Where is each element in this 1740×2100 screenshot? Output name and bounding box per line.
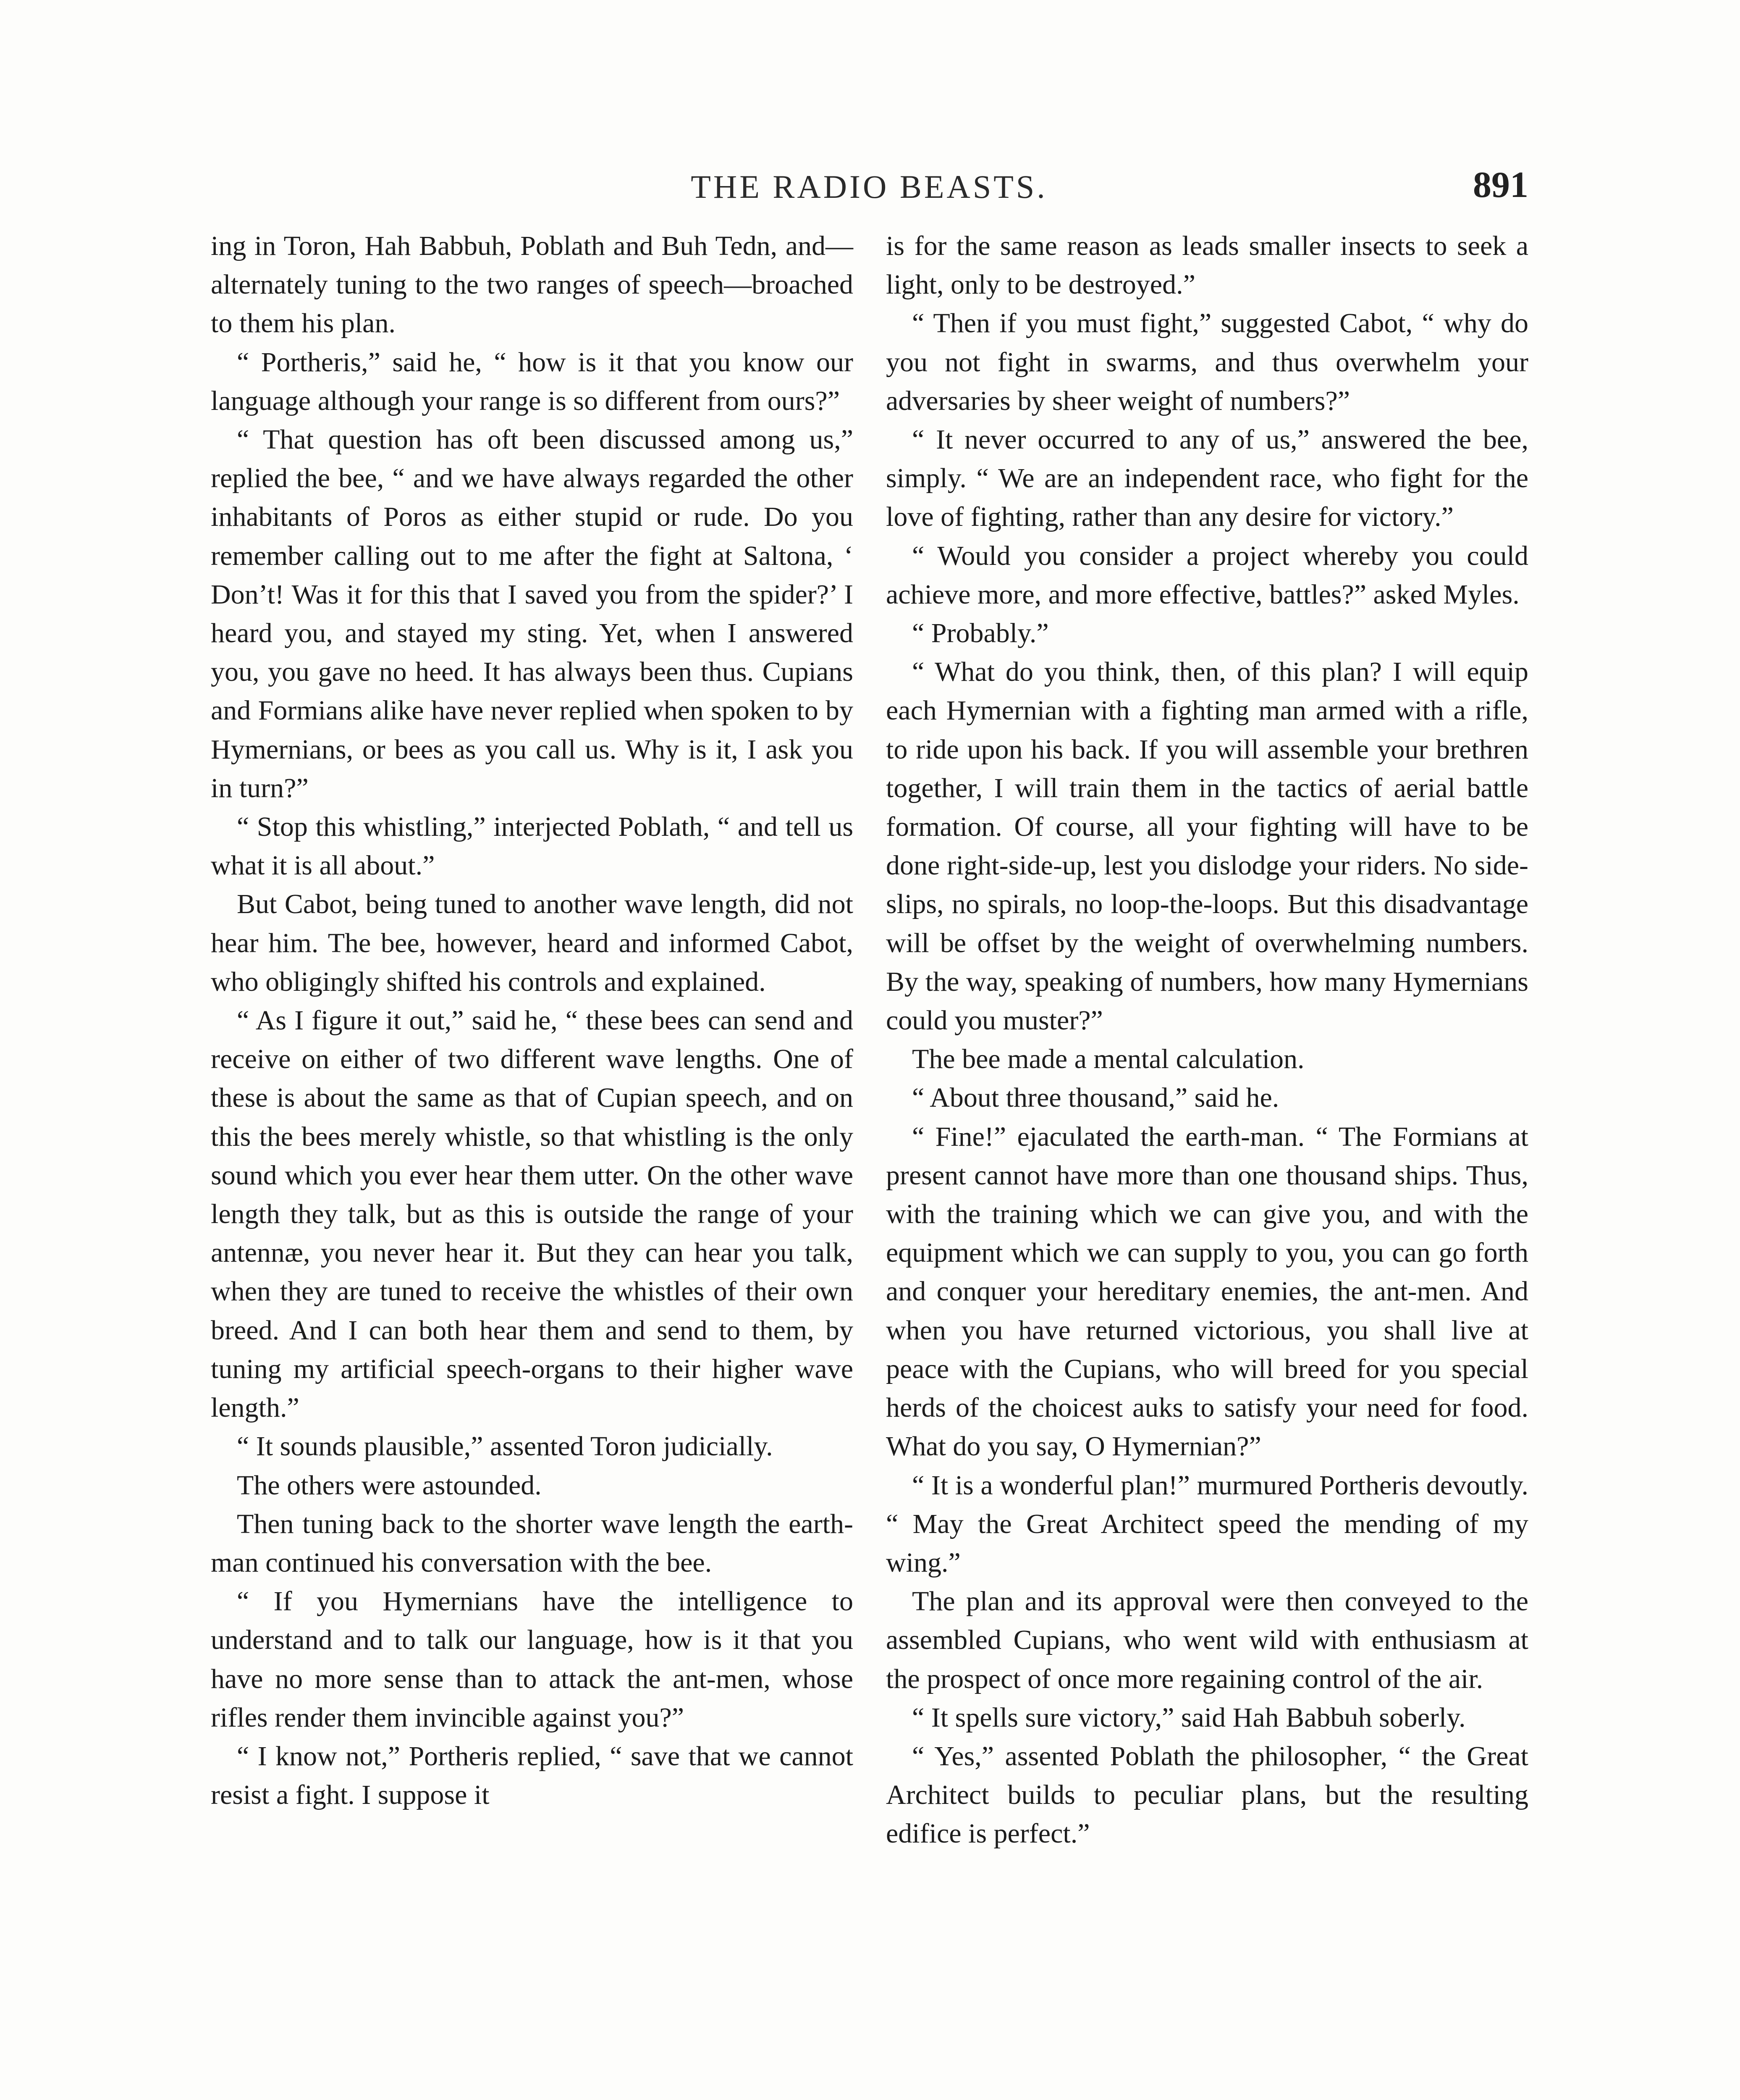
paragraph: “ It is a wonderful plan!” murmured Portheris devoutly. “ May the Great Architect speed the mending of my wing.” (886, 1470, 1528, 1578)
right-column (886, 227, 1528, 1853)
paragraph: “ I know not,” Portheris replied, “ save that we cannot resist a fight. I suppose it (211, 1740, 853, 1811)
page-header (210, 164, 1528, 223)
paragraph: “ If you Hymernians have the intelligence to understand and to talk our language, how is it that you have no more sense than to attack the ant-men, whose rifles render them invincible against you?” (211, 1586, 853, 1733)
paragraph: “ Probably.” (912, 618, 1049, 649)
paragraph: “ Portheris,” said he, “ how is it that you know our language although your range is so different from ours?” (211, 346, 853, 416)
paragraph: is for the same reason as leads smaller insects to seek a light, only to be destroyed.” (886, 231, 1528, 300)
paragraph: “ As I figure it out,” said he, “ these bees can send and receive on either of two different wave lengths. One of these is about the same as that of Cupian speech, and on this the bees merely whistle, so that whistling is the only sound which you ever hear them utter. On the other wave length they talk, but as this is outside the range of your antennæ, you never hear it. But they can hear you talk, when they are tuned to receive the whistles of their own breed. And I can both hear them and send to them, by tuning my artificial speech-organs to their higher wave length.” (211, 1005, 853, 1423)
page-number: 891 (1473, 165, 1528, 205)
paragraph: The plan and its approval were then conveyed to the assembled Cupians, who went wild with enthusiasm at the prospect of once more regaining control of the air. (886, 1586, 1528, 1694)
paragraph: “ It spells sure victory,” said Hah Babbuh soberly. (912, 1702, 1466, 1733)
paragraph: “ It never occurred to any of us,” answered the bee, simply. “ We are an independent race, who fight for the love of fighting, rather than any desire for victory.” (886, 424, 1528, 533)
running-title: THE RADIO BEASTS. (691, 168, 1048, 205)
paragraph: “ What do you think, then, of this plan? I will equip each Hymernian with a fighting man armed with a rifle, to ride upon his back. If you will assemble your brethren together, I will train them in the tactics of aerial battle formation. Of course, all your fighting will have to be done right-side-up, lest you dislodge your riders. No side-slips, no spirals, no loop-the-loops. But this disadvantage will be offset by the weight of overwhelming numbers. By the way, speaking of numbers, how many Hymernians could you muster?” (886, 656, 1528, 1036)
left-column (211, 227, 853, 1814)
paragraph: The others were astounded. (237, 1470, 542, 1501)
paragraph: Then tuning back to the shorter wave length the earth-man continued his conversation with the bee. (211, 1508, 853, 1578)
paragraph: “ Fine!” ejaculated the earth-man. “ The Formians at present cannot have more than one thousand ships. Thus, with the training which we can give you, and with the equipment which we can supply to you, you can go forth and conquer your hereditary enemies, the ant-men. And when you have returned victorious, you shall live at peace with the Cupians, who will breed for you special herds of the choicest auks to satisfy your need for food. What do you say, O Hymernian?” (886, 1121, 1528, 1462)
paragraph: “ About three thousand,” said he. (912, 1082, 1279, 1113)
paragraph: “ That question has oft been discussed among us,” replied the bee, “ and we have always regarded the other inhabitants of Poros as either stupid or rude. Do you remember calling out to me after the fight at Saltona, ‘ Don’t! Was it for this that I saved you from the spider?’ I heard you, and stayed my sting. Yet, when I answered you, you gave no heed. It has always been thus. Cupians and Formians alike have never replied when spoken to by Hymernians, or bees as you call us. Why is it, I ask you in turn?” (211, 424, 853, 803)
paragraph: “ It sounds plausible,” assented Toron judicially. (237, 1431, 773, 1462)
paragraph: The bee made a mental calculation. (912, 1044, 1305, 1075)
paragraph: But Cabot, being tuned to another wave length, did not hear him. The bee, however, heard and informed Cabot, who obligingly shifted his controls and explained. (211, 889, 853, 997)
paragraph: “ Stop this whistling,” interjected Poblath, “ and tell us what it is all about.” (211, 811, 853, 881)
paragraph: “ Yes,” assented Poblath the philosopher, “ the Great Architect builds to peculiar plans, but the resulting edifice is perfect.” (886, 1740, 1528, 1849)
paragraph: “ Would you consider a project whereby you could achieve more, and more effective, battles?” asked Myles. (886, 540, 1528, 610)
paragraph: “ Then if you must fight,” suggested Cabot, “ why do you not fight in swarms, and thus overwhelm your adversaries by sheer weight of numbers?” (886, 308, 1528, 416)
paragraph: ing in Toron, Hah Babbuh, Poblath and Buh Tedn, and—alternately tuning to the two ranges of speech—broached to them his plan. (211, 231, 853, 339)
